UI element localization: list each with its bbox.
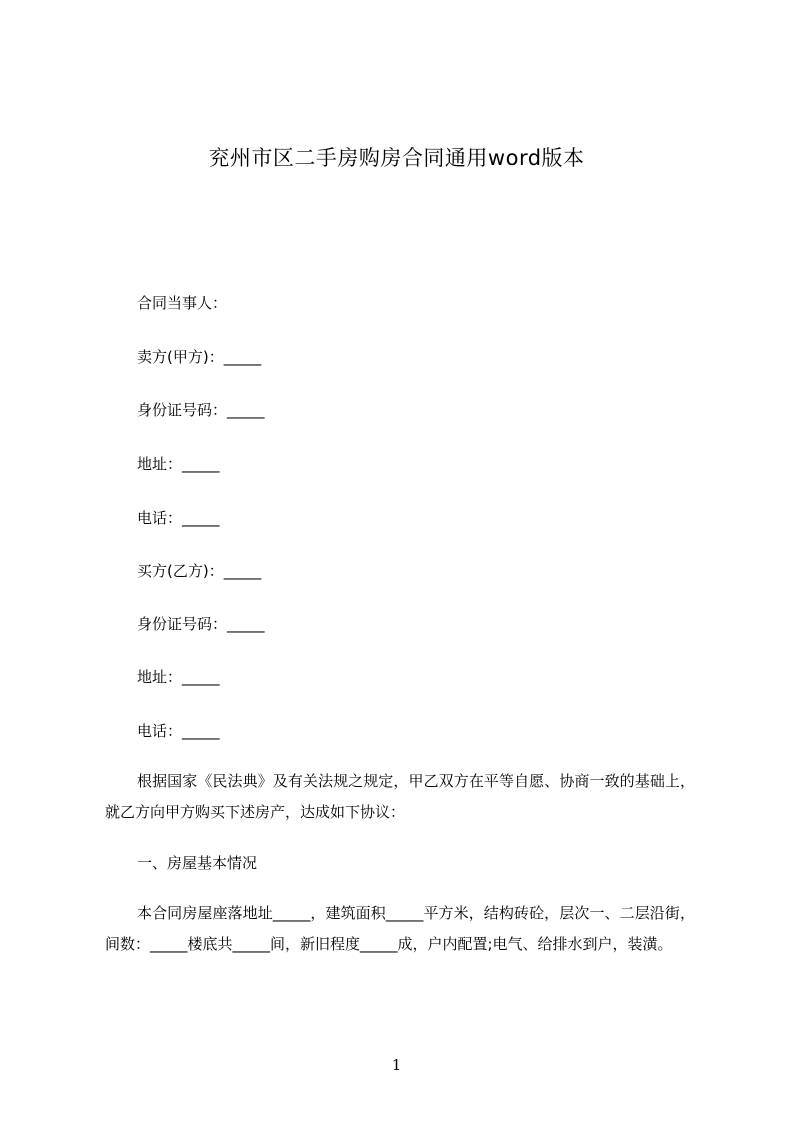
buyer-id-line: 身份证号码：_____ (137, 615, 265, 633)
page-number: 1 (391, 1056, 402, 1074)
document-title: 兖州市区二手房购房合同通用word版本 (208, 146, 585, 170)
buyer-phone-line: 电话：_____ (137, 722, 220, 740)
seller-id-line: 身份证号码：_____ (137, 401, 265, 419)
parties-label: 合同当事人： (137, 294, 228, 312)
seller-address-line: 地址：_____ (137, 455, 220, 473)
section-1-heading: 一、房屋基本情况 (137, 854, 258, 872)
buyer-address-line: 地址：_____ (137, 668, 220, 686)
seller-name-line: 卖方(甲方)：_____ (137, 348, 262, 366)
section-1-body: 本合同房屋座落地址_____，建筑面积_____平方米，结构砖砼，层次一、二层沿街，间数：_____楼底共_____间，新旧程度_____成，户内配置;电气、给排水到户，装潢。 (105, 904, 695, 953)
intro-paragraph: 根据国家《民法典》及有关法规之规定，甲乙双方在平等自愿、协商一致的基础上，就乙方向甲方购买下述房产，达成如下协议： (105, 772, 695, 821)
buyer-name-line: 买方(乙方)：_____ (137, 562, 262, 580)
seller-phone-line: 电话：_____ (137, 509, 220, 527)
